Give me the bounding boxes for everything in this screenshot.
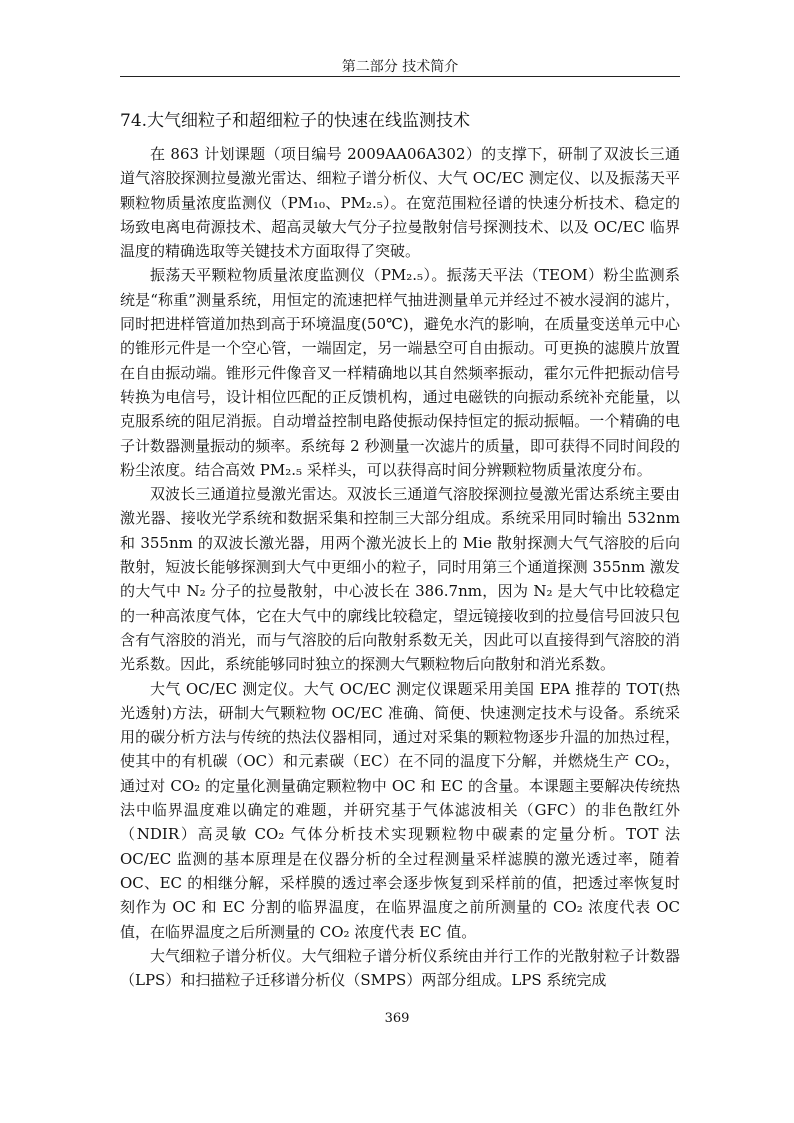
running-header: 第二部分 技术简介 xyxy=(341,59,459,75)
paragraph-lidar: 双波长三通道拉曼激光雷达。双波长三通道气溶胶探测拉曼激光雷达系统主要由激光器、接收光学系统和数据采集和控制三大部分组成。系统采用同时输出 532nm 和 355nm 的双波长激光器，用两个激光波长上的 Mie 散射探测大气气溶胶的后向散射，短波长能够探测到大气中更细小的粒子，同时用第三个通道探测 355nm 激发的大气中 N₂ 分子的拉曼散射，中心波长在 386.7nm，因为 N₂ 是大气中比较稳定的一种高浓度气体，它在大气中的廓线比较稳定，望远镜接收到的拉曼信号回波只包含有气溶胶的消光，而与气溶胶的后向散射系数无关，因此可以直接得到气溶胶的消光系数。因此，系统能够同时独立的探测大气颗粒物后向散射和消光系数。 xyxy=(120,485,680,674)
page-number: 369 xyxy=(384,1011,410,1026)
body-text xyxy=(120,142,680,992)
section-title: 74.大气细粒子和超细粒子的快速在线监测技术 xyxy=(120,111,471,131)
header-divider xyxy=(120,76,680,77)
paragraph-intro: 在 863 计划课题（项目编号 2009AA06A302）的支撑下，研制了双波长三通道气溶胶探测拉曼激光雷达、细粒子谱分析仪、大气 OC/EC 测定仪、以及振荡天平颗粒物质量浓度监测仪（PM₁₀、PM₂.₅）。在宽范围粒径谱的快速分析技术、稳定的场致电离电荷源技术、超高灵敏大气分子拉曼散射信号探测技术、以及 OC/EC 临界温度的精确选取等关键技术方面取得了突破。 xyxy=(120,145,680,261)
paragraph-ocec: 大气 OC/EC 测定仪。大气 OC/EC 测定仪课题采用美国 EPA 推荐的 TOT(热光透射)方法，研制大气颗粒物 OC/EC 准确、简便、快速测定技术与设备。系统采用的碳分析方法与传统的热法仪器相同，通过对采集的颗粒物逐步升温的加热过程，使其中的有机碳（OC）和元素碳（EC）在不同的温度下分解，并燃烧生产 CO₂，通过对 CO₂ 的定量化测量确定颗粒物中 OC 和 EC 的含量。本课题主要解决传统热法中临界温度难以确定的难题，并研究基于气体滤波相关（GFC）的非色散红外（NDIR）高灵敏 CO₂ 气体分析技术实现颗粒物中碳素的定量分析。TOT 法 OC/EC 监测的基本原理是在仪器分析的全过程测量采样滤膜的激光透过率，随着 OC、EC 的相继分解，采样膜的透过率会逐步恢复到采样前的值，把透过率恢复时刻作为 OC 和 EC 分割的临界温度，在临界温度之前所测量的 CO₂ 浓度代表 OC 值，在临界温度之后所测量的 CO₂ 浓度代表 EC 值。 xyxy=(120,679,680,941)
paragraph-teom: 振荡天平颗粒物质量浓度监测仪（PM₂.₅）。振荡天平法（TEOM）粉尘监测系统是“称重”测量系统，用恒定的流速把样气抽进测量单元并经过不被水浸润的滤片，同时把进样管道加热到高于环境温度(50℃)，避免水汽的影响，在质量变送单元中心的锥形元件是一个空心管，一端固定，另一端悬空可自由振动。可更换的滤膜片放置在自由振动端。锥形元件像音叉一样精确地以其自然频率振动，霍尔元件把振动信号转换为电信号，设计相位匹配的正反馈机构，通过电磁铁的向振动系统补充能量，以克服系统的阻尼消振。自动增益控制电路使振动保持恒定的振动振幅。一个精确的电子计数器测量振动的频率。系统每 2 秒测量一次滤片的质量，即可获得不同时间段的粉尘浓度。结合高效 PM₂.₅ 采样头，可以获得高时间分辨颗粒物质量浓度分布。 xyxy=(120,266,680,479)
paragraph-spectrometer: 大气细粒子谱分析仪。大气细粒子谱分析仪系统由并行工作的光散射粒子计数器（LPS）和扫描粒子迁移谱分析仪（SMPS）两部分组成。LPS 系统完成 xyxy=(120,946,680,990)
